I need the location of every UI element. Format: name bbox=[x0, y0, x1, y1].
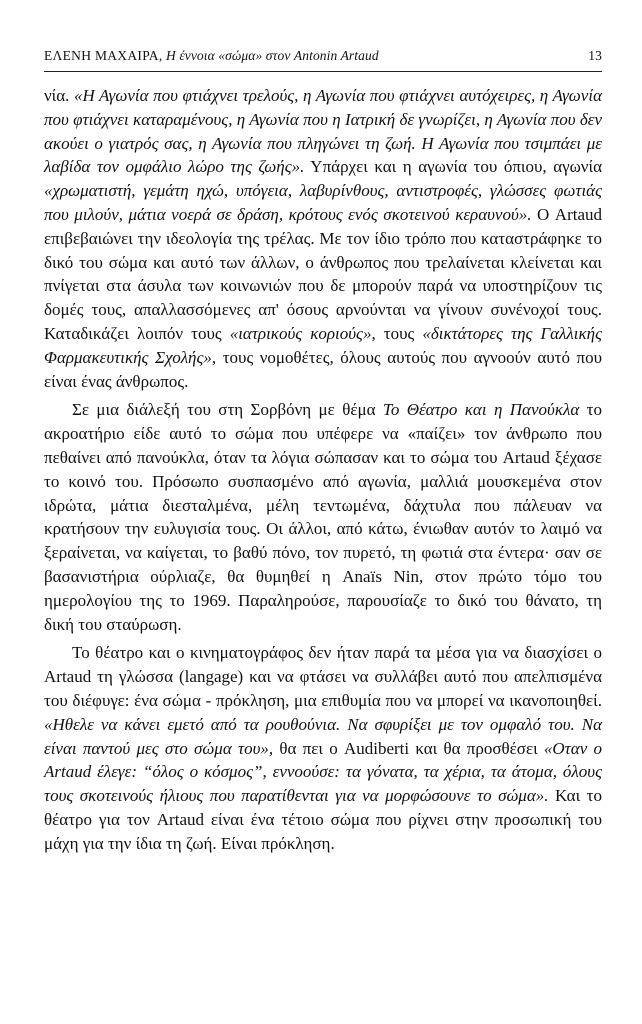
italic-run: Το Θέατρο και η Πανούκλα bbox=[382, 400, 580, 420]
paragraph-1 bbox=[44, 84, 602, 393]
text-run: νία. bbox=[44, 86, 74, 105]
text-run: Το θέατρο και ο κινηματογράφος δεν ήταν παρά τα μέσα για να διασχίσει ο Artaud τη γλώσσα (langage) και να φτάσει να συλλάβει αυτό που απελπισμένα του διέφυγε: ένα σώμα - πρόκληση, μια επιθυμία που να μπορεί να ικανοποιηθεί. bbox=[44, 643, 602, 710]
page-number: 13 bbox=[588, 48, 602, 63]
text-run: το ακροατήριο είδε αυτό το σώμα που υπέφερε να «παίζει» τον άνθρωπο που πεθαίνει από πανούκλα, όταν τα λόγια σώπασαν και το σώμα του Artaud ξέχασε το κοινό του. Πρόσωπο συσπασμένο από αγωνία, μαλλιά μουσκεμένα στον ιδρώτα, μάτια διεσταλμένα, μέλη τεντωμένα, δάχτυλα που πάλευαν να κρατήσουν την ευλυγισία τους. Οι άλλοι, από κάτω, ένιωθαν αυτόν το λαιμό να ξεραίνεται, να καίγεται, το βαθύ πόνο, τον πυρετό, τη φωτιά στα έντερα· σαν σε βασανιστήρια ούρλιαζε, θα θυμηθεί η Anaïs Nin, στον πρώτο τόμο του ημερολογίου της το 1969. Παραληρούσε, παρουσίαζε το δικό του θάνατο, τη δική του σταύρωση. bbox=[44, 400, 602, 634]
paragraph-3 bbox=[44, 641, 602, 855]
text-run: Υπάρχει και η αγωνία του όπιου, αγωνία bbox=[304, 157, 602, 177]
italic-run: «Ηθελε να κάνει εμετό από τα ρουθούνια. Να σφυρίξει με τον ομφαλό του. Να είναι παντού μες στο σώμα του», bbox=[44, 714, 602, 758]
text-run: Σε μια διάλεξή του στη Σορβόνη με θέμα bbox=[72, 400, 383, 420]
italic-run: «ιατρικούς κοριούς», bbox=[229, 323, 376, 343]
italic-run: «Η Αγωνία που φτιάχνει τρελούς, η Αγωνία που φτιάχνει αυτόχειρες, η Αγωνία που φτιάχνει καταραμένους, η Αγωνία που η Ιατρική δε γνωρίζει, η Αγωνία που δεν ακούει ο γιατρός σας, η Αγωνία που πληγώνει τη ζωή. Η Αγωνία που τσιμπάει με λαβίδα τον ομφάλιο λώρο της ζωής». bbox=[44, 86, 603, 177]
header-author: ΕΛΕΝΗ ΜΑΧΑΙΡΑ, bbox=[44, 48, 163, 63]
running-header bbox=[44, 48, 602, 72]
italic-run: «χρωματιστή, γεμάτη ηχώ, υπόγεια, λαβυρίνθους, αντιστροφές, γλώσσες φωτιάς που μιλούν, μάτια νοερά σε δράση, κρότους ενός σκοτεινού κεραυνού». bbox=[44, 181, 602, 224]
paragraph-2 bbox=[44, 398, 602, 636]
body-text bbox=[44, 84, 602, 856]
italic-run: «δικτάτορες της Γαλλικής Φαρμακευτικής Σχολής», bbox=[44, 323, 603, 367]
text-run: τους νομοθέτες, όλους αυτούς που αγνοούν αυτό που είναι ένας άνθρωπος. bbox=[44, 347, 603, 391]
text-run: θα πει ο Audiberti και θα προσθέσει bbox=[273, 738, 544, 758]
text-run: τους bbox=[375, 323, 423, 343]
text-run: Ο Artaud επιβεβαιώνει την ιδεολογία της τρέλας. Με τον ίδιο τρόπο που καταστράφηκε το δικό του σώμα και αυτό των άλλων, ο άνθρωπος που τρελαίνεται κλείνεται και πνίγεται στα άσυλα των κοινωνιών που δε μπορούν παρά να υποστηρίζουν τις δομές τους, απαλλασσόμενες απ' όσους αρνούνται να γίνουν συνένοχοί τους. Καταδικάζει λοιπόν τους bbox=[44, 204, 602, 343]
text-run: Και το θέατρο για τον Artaud είναι ένα τέτοιο σώμα που ρίχνει στην προσωπική του μάχη για την ίδια τη ζωή. Είναι πρόκληση. bbox=[44, 786, 602, 853]
italic-run: «Οταν ο Artaud έλεγε: “όλος ο κόσμος”, εννοούσε: τα γόνατα, τα χέρια, τα άτομα, όλους τους σκοτεινούς ήλιους που παρατίθενται για να μορφώσουνε το σώμα». bbox=[44, 738, 602, 806]
header-title: Η έννοια «σώμα» στον Antonin Artaud bbox=[166, 48, 379, 63]
